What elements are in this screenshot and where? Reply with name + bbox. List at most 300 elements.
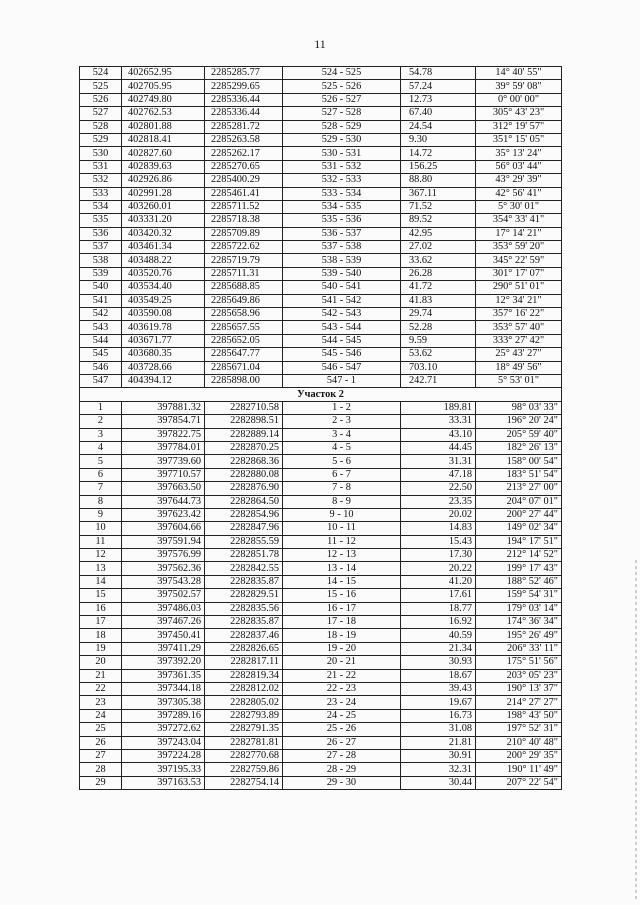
bearing-cell: 213° 27' 00" xyxy=(476,482,562,495)
distance-cell: 30.44 xyxy=(401,776,476,789)
bearing-cell: 188° 52' 46" xyxy=(476,575,562,588)
segment-cell: 12 - 13 xyxy=(283,549,401,562)
x-coordinate-cell: 403549.25 xyxy=(122,294,205,307)
y-coordinate-cell: 2285649.86 xyxy=(205,294,283,307)
x-coordinate-cell: 402926.86 xyxy=(122,174,205,187)
segment-cell: 17 - 18 xyxy=(283,616,401,629)
distance-cell: 17.30 xyxy=(401,549,476,562)
table-row xyxy=(80,241,562,254)
bearing-cell: 203° 05' 23" xyxy=(476,669,562,682)
distance-cell: 30.91 xyxy=(401,749,476,762)
x-coordinate-cell: 397450.41 xyxy=(122,629,205,642)
segment-cell: 11 - 12 xyxy=(283,535,401,548)
bearing-cell: 179° 03' 14" xyxy=(476,602,562,615)
distance-cell: 39.43 xyxy=(401,682,476,695)
segment-cell: 531 - 532 xyxy=(283,160,401,173)
point-number-cell: 17 xyxy=(80,616,122,629)
y-coordinate-cell: 2282759.86 xyxy=(205,763,283,776)
x-coordinate-cell: 402705.95 xyxy=(122,80,205,93)
segment-cell: 15 - 16 xyxy=(283,589,401,602)
distance-cell: 27.02 xyxy=(401,241,476,254)
segment-cell: 525 - 526 xyxy=(283,80,401,93)
segment-cell: 6 - 7 xyxy=(283,468,401,481)
y-coordinate-cell: 2282835.87 xyxy=(205,616,283,629)
y-coordinate-cell: 2285711.52 xyxy=(205,200,283,213)
segment-cell: 533 - 534 xyxy=(283,187,401,200)
bearing-cell: 197° 52' 31" xyxy=(476,723,562,736)
table-row xyxy=(80,401,562,414)
segment-cell: 20 - 21 xyxy=(283,656,401,669)
point-number-cell: 531 xyxy=(80,160,122,173)
distance-cell: 31.31 xyxy=(401,455,476,468)
distance-cell: 21.81 xyxy=(401,736,476,749)
table-row xyxy=(80,441,562,454)
segment-cell: 21 - 22 xyxy=(283,669,401,682)
y-coordinate-cell: 2285647.77 xyxy=(205,348,283,361)
segment-cell: 23 - 24 xyxy=(283,696,401,709)
x-coordinate-cell: 397822.75 xyxy=(122,428,205,441)
segment-cell: 19 - 20 xyxy=(283,642,401,655)
bearing-cell: 39° 59' 08" xyxy=(476,80,562,93)
y-coordinate-cell: 2282826.65 xyxy=(205,642,283,655)
x-coordinate-cell: 397591.94 xyxy=(122,535,205,548)
distance-cell: 88.80 xyxy=(401,174,476,187)
table-row xyxy=(80,348,562,361)
distance-cell: 43.10 xyxy=(401,428,476,441)
point-number-cell: 530 xyxy=(80,147,122,160)
x-coordinate-cell: 403520.76 xyxy=(122,267,205,280)
segment-cell: 538 - 539 xyxy=(283,254,401,267)
x-coordinate-cell: 403619.78 xyxy=(122,321,205,334)
segment-cell: 8 - 9 xyxy=(283,495,401,508)
bearing-cell: 182° 26' 13" xyxy=(476,441,562,454)
point-number-cell: 27 xyxy=(80,749,122,762)
y-coordinate-cell: 2282837.46 xyxy=(205,629,283,642)
distance-cell: 18.77 xyxy=(401,602,476,615)
coordinates-table xyxy=(79,66,562,790)
table-row xyxy=(80,508,562,521)
table-row xyxy=(80,415,562,428)
point-number-cell: 15 xyxy=(80,589,122,602)
y-coordinate-cell: 2285709.89 xyxy=(205,227,283,240)
bearing-cell: 12° 34' 21" xyxy=(476,294,562,307)
segment-cell: 535 - 536 xyxy=(283,214,401,227)
bearing-cell: 214° 27' 27" xyxy=(476,696,562,709)
segment-cell: 539 - 540 xyxy=(283,267,401,280)
segment-cell: 7 - 8 xyxy=(283,482,401,495)
x-coordinate-cell: 403534.40 xyxy=(122,281,205,294)
bearing-cell: 18° 49' 56" xyxy=(476,361,562,374)
segment-cell: 26 - 27 xyxy=(283,736,401,749)
y-coordinate-cell: 2282855.59 xyxy=(205,535,283,548)
x-coordinate-cell: 397467.26 xyxy=(122,616,205,629)
bearing-cell: 212° 14' 52" xyxy=(476,549,562,562)
bearing-cell: 196° 20' 24" xyxy=(476,415,562,428)
distance-cell: 47.18 xyxy=(401,468,476,481)
point-number-cell: 529 xyxy=(80,133,122,146)
point-number-cell: 540 xyxy=(80,281,122,294)
y-coordinate-cell: 2282889.14 xyxy=(205,428,283,441)
y-coordinate-cell: 2282754.14 xyxy=(205,776,283,789)
point-number-cell: 29 xyxy=(80,776,122,789)
bearing-cell: 190° 11' 49" xyxy=(476,763,562,776)
bearing-cell: 357° 16' 22" xyxy=(476,308,562,321)
segment-cell: 2 - 3 xyxy=(283,415,401,428)
point-number-cell: 8 xyxy=(80,495,122,508)
segment-cell: 546 - 547 xyxy=(283,361,401,374)
point-number-cell: 536 xyxy=(80,227,122,240)
bearing-cell: 353° 57' 40" xyxy=(476,321,562,334)
point-number-cell: 2 xyxy=(80,415,122,428)
point-number-cell: 539 xyxy=(80,267,122,280)
x-coordinate-cell: 403461.34 xyxy=(122,241,205,254)
segment-cell: 542 - 543 xyxy=(283,308,401,321)
table-row xyxy=(80,361,562,374)
bearing-cell: 199° 17' 43" xyxy=(476,562,562,575)
table-row xyxy=(80,147,562,160)
table-row xyxy=(80,696,562,709)
bearing-cell: 158° 00' 54" xyxy=(476,455,562,468)
point-number-cell: 545 xyxy=(80,348,122,361)
y-coordinate-cell: 2285898.00 xyxy=(205,374,283,387)
bearing-cell: 159° 54' 31" xyxy=(476,589,562,602)
table-row xyxy=(80,589,562,602)
table-row xyxy=(80,535,562,548)
segment-cell: 527 - 528 xyxy=(283,107,401,120)
table-row xyxy=(80,522,562,535)
x-coordinate-cell: 397854.71 xyxy=(122,415,205,428)
table-row xyxy=(80,669,562,682)
bearing-cell: 0° 00' 00" xyxy=(476,93,562,106)
point-number-cell: 18 xyxy=(80,629,122,642)
distance-cell: 54.78 xyxy=(401,67,476,80)
y-coordinate-cell: 2282876.90 xyxy=(205,482,283,495)
table-row xyxy=(80,763,562,776)
segment-cell: 537 - 538 xyxy=(283,241,401,254)
distance-cell: 20.22 xyxy=(401,562,476,575)
segment-cell: 22 - 23 xyxy=(283,682,401,695)
distance-cell: 44.45 xyxy=(401,441,476,454)
table-row xyxy=(80,709,562,722)
table-row xyxy=(80,482,562,495)
segment-cell: 532 - 533 xyxy=(283,174,401,187)
bearing-cell: 35° 13' 24" xyxy=(476,147,562,160)
table-row xyxy=(80,776,562,789)
x-coordinate-cell: 402762.53 xyxy=(122,107,205,120)
table-row xyxy=(80,214,562,227)
bearing-cell: 195° 26' 49" xyxy=(476,629,562,642)
distance-cell: 242.71 xyxy=(401,374,476,387)
segment-cell: 9 - 10 xyxy=(283,508,401,521)
page-number: 11 xyxy=(314,37,326,51)
x-coordinate-cell: 397305.38 xyxy=(122,696,205,709)
segment-cell: 16 - 17 xyxy=(283,602,401,615)
table-row xyxy=(80,107,562,120)
point-number-cell: 9 xyxy=(80,508,122,521)
distance-cell: 67.40 xyxy=(401,107,476,120)
y-coordinate-cell: 2282805.02 xyxy=(205,696,283,709)
bearing-cell: 354° 33' 41" xyxy=(476,214,562,227)
point-number-cell: 525 xyxy=(80,80,122,93)
x-coordinate-cell: 402652.95 xyxy=(122,67,205,80)
segment-cell: 24 - 25 xyxy=(283,709,401,722)
distance-cell: 29.74 xyxy=(401,308,476,321)
point-number-cell: 527 xyxy=(80,107,122,120)
distance-cell: 15.43 xyxy=(401,535,476,548)
segment-cell: 529 - 530 xyxy=(283,133,401,146)
table-row xyxy=(80,227,562,240)
distance-cell: 32.31 xyxy=(401,763,476,776)
point-number-cell: 547 xyxy=(80,374,122,387)
table-row xyxy=(80,133,562,146)
x-coordinate-cell: 403671.77 xyxy=(122,334,205,347)
segment-cell: 4 - 5 xyxy=(283,441,401,454)
distance-cell: 23.35 xyxy=(401,495,476,508)
segment-cell: 534 - 535 xyxy=(283,200,401,213)
bearing-cell: 204° 07' 01" xyxy=(476,495,562,508)
x-coordinate-cell: 397881.32 xyxy=(122,401,205,414)
table-row xyxy=(80,602,562,615)
x-coordinate-cell: 397224.28 xyxy=(122,749,205,762)
segment-cell: 29 - 30 xyxy=(283,776,401,789)
x-coordinate-cell: 397710.57 xyxy=(122,468,205,481)
point-number-cell: 541 xyxy=(80,294,122,307)
distance-cell: 189.81 xyxy=(401,401,476,414)
table-row xyxy=(80,321,562,334)
table-row xyxy=(80,120,562,133)
distance-cell: 41.20 xyxy=(401,575,476,588)
x-coordinate-cell: 402839.63 xyxy=(122,160,205,173)
table-row xyxy=(80,642,562,655)
distance-cell: 24.54 xyxy=(401,120,476,133)
bearing-cell: 14° 40' 55" xyxy=(476,67,562,80)
bearing-cell: 207° 22' 54" xyxy=(476,776,562,789)
x-coordinate-cell: 404394.12 xyxy=(122,374,205,387)
x-coordinate-cell: 402749.80 xyxy=(122,93,205,106)
y-coordinate-cell: 2285336.44 xyxy=(205,93,283,106)
distance-cell: 14.72 xyxy=(401,147,476,160)
segment-cell: 3 - 4 xyxy=(283,428,401,441)
x-coordinate-cell: 397163.53 xyxy=(122,776,205,789)
distance-cell: 21.34 xyxy=(401,642,476,655)
segment-cell: 545 - 546 xyxy=(283,348,401,361)
y-coordinate-cell: 2282868.36 xyxy=(205,455,283,468)
y-coordinate-cell: 2285281.72 xyxy=(205,120,283,133)
y-coordinate-cell: 2285711.31 xyxy=(205,267,283,280)
y-coordinate-cell: 2285461.41 xyxy=(205,187,283,200)
point-number-cell: 537 xyxy=(80,241,122,254)
table-row xyxy=(80,281,562,294)
distance-cell: 53.62 xyxy=(401,348,476,361)
y-coordinate-cell: 2285718.38 xyxy=(205,214,283,227)
segment-cell: 13 - 14 xyxy=(283,562,401,575)
point-number-cell: 526 xyxy=(80,93,122,106)
bearing-cell: 290° 51' 01" xyxy=(476,281,562,294)
bearing-cell: 43° 29' 39" xyxy=(476,174,562,187)
table-row xyxy=(80,749,562,762)
bearing-cell: 5° 30' 01" xyxy=(476,200,562,213)
x-coordinate-cell: 403331.20 xyxy=(122,214,205,227)
distance-cell: 703.10 xyxy=(401,361,476,374)
bearing-cell: 175° 51' 56" xyxy=(476,656,562,669)
point-number-cell: 12 xyxy=(80,549,122,562)
bearing-cell: 353° 59' 20" xyxy=(476,241,562,254)
bearing-cell: 5° 53' 01" xyxy=(476,374,562,387)
x-coordinate-cell: 402801.88 xyxy=(122,120,205,133)
point-number-cell: 542 xyxy=(80,308,122,321)
x-coordinate-cell: 397195.33 xyxy=(122,763,205,776)
segment-cell: 1 - 2 xyxy=(283,401,401,414)
segment-cell: 28 - 29 xyxy=(283,763,401,776)
x-coordinate-cell: 397392.20 xyxy=(122,656,205,669)
point-number-cell: 7 xyxy=(80,482,122,495)
bearing-cell: 206° 33' 11" xyxy=(476,642,562,655)
point-number-cell: 13 xyxy=(80,562,122,575)
x-coordinate-cell: 397272.62 xyxy=(122,723,205,736)
table-row xyxy=(80,308,562,321)
x-coordinate-cell: 397562.36 xyxy=(122,562,205,575)
table-row xyxy=(80,200,562,213)
point-number-cell: 532 xyxy=(80,174,122,187)
x-coordinate-cell: 397486.03 xyxy=(122,602,205,615)
segment-cell: 25 - 26 xyxy=(283,723,401,736)
x-coordinate-cell: 402827.60 xyxy=(122,147,205,160)
y-coordinate-cell: 2285657.55 xyxy=(205,321,283,334)
segment-cell: 526 - 527 xyxy=(283,93,401,106)
point-number-cell: 28 xyxy=(80,763,122,776)
x-coordinate-cell: 403260.01 xyxy=(122,200,205,213)
x-coordinate-cell: 397663.50 xyxy=(122,482,205,495)
segment-cell: 547 - 1 xyxy=(283,374,401,387)
y-coordinate-cell: 2285400.29 xyxy=(205,174,283,187)
bearing-cell: 210° 40' 48" xyxy=(476,736,562,749)
segment-cell: 27 - 28 xyxy=(283,749,401,762)
table-row xyxy=(80,93,562,106)
point-number-cell: 1 xyxy=(80,401,122,414)
point-number-cell: 4 xyxy=(80,441,122,454)
y-coordinate-cell: 2285270.65 xyxy=(205,160,283,173)
x-coordinate-cell: 403728.66 xyxy=(122,361,205,374)
x-coordinate-cell: 397289.16 xyxy=(122,709,205,722)
distance-cell: 16.92 xyxy=(401,616,476,629)
distance-cell: 9.30 xyxy=(401,133,476,146)
table-row xyxy=(80,67,562,80)
bearing-cell: 17° 14' 21" xyxy=(476,227,562,240)
table-row xyxy=(80,736,562,749)
point-number-cell: 538 xyxy=(80,254,122,267)
bearing-cell: 200° 27' 44" xyxy=(476,508,562,521)
table-row xyxy=(80,616,562,629)
point-number-cell: 22 xyxy=(80,682,122,695)
x-coordinate-cell: 403488.22 xyxy=(122,254,205,267)
segment-cell: 524 - 525 xyxy=(283,67,401,80)
table-row xyxy=(80,267,562,280)
x-coordinate-cell: 402991.28 xyxy=(122,187,205,200)
y-coordinate-cell: 2282864.50 xyxy=(205,495,283,508)
point-number-cell: 524 xyxy=(80,67,122,80)
segment-cell: 530 - 531 xyxy=(283,147,401,160)
distance-cell: 22.50 xyxy=(401,482,476,495)
y-coordinate-cell: 2285658.96 xyxy=(205,308,283,321)
x-coordinate-cell: 403420.32 xyxy=(122,227,205,240)
distance-cell: 40.59 xyxy=(401,629,476,642)
y-coordinate-cell: 2282819.34 xyxy=(205,669,283,682)
bearing-cell: 312° 19' 57" xyxy=(476,120,562,133)
x-coordinate-cell: 397644.73 xyxy=(122,495,205,508)
distance-cell: 41.83 xyxy=(401,294,476,307)
y-coordinate-cell: 2282898.51 xyxy=(205,415,283,428)
distance-cell: 14.83 xyxy=(401,522,476,535)
distance-cell: 31.08 xyxy=(401,723,476,736)
y-coordinate-cell: 2282842.55 xyxy=(205,562,283,575)
y-coordinate-cell: 2282835.56 xyxy=(205,602,283,615)
y-coordinate-cell: 2282770.68 xyxy=(205,749,283,762)
bearing-cell: 42° 56' 41" xyxy=(476,187,562,200)
x-coordinate-cell: 402818.41 xyxy=(122,133,205,146)
point-number-cell: 534 xyxy=(80,200,122,213)
table-row xyxy=(80,495,562,508)
bearing-cell: 351° 15' 05" xyxy=(476,133,562,146)
distance-cell: 16.73 xyxy=(401,709,476,722)
x-coordinate-cell: 397243.04 xyxy=(122,736,205,749)
table-row xyxy=(80,294,562,307)
bearing-cell: 98° 03' 33" xyxy=(476,401,562,414)
y-coordinate-cell: 2285719.79 xyxy=(205,254,283,267)
distance-cell: 9.59 xyxy=(401,334,476,347)
y-coordinate-cell: 2285671.04 xyxy=(205,361,283,374)
point-number-cell: 16 xyxy=(80,602,122,615)
point-number-cell: 535 xyxy=(80,214,122,227)
table-row xyxy=(80,629,562,642)
distance-cell: 17.61 xyxy=(401,589,476,602)
point-number-cell: 528 xyxy=(80,120,122,133)
table-row xyxy=(80,455,562,468)
x-coordinate-cell: 403680.35 xyxy=(122,348,205,361)
point-number-cell: 544 xyxy=(80,334,122,347)
segment-cell: 5 - 6 xyxy=(283,455,401,468)
distance-cell: 33.31 xyxy=(401,415,476,428)
bearing-cell: 333° 27' 42" xyxy=(476,334,562,347)
y-coordinate-cell: 2282791.35 xyxy=(205,723,283,736)
segment-cell: 544 - 545 xyxy=(283,334,401,347)
y-coordinate-cell: 2285285.77 xyxy=(205,67,283,80)
x-coordinate-cell: 397604.66 xyxy=(122,522,205,535)
distance-cell: 26.28 xyxy=(401,267,476,280)
bearing-cell: 345° 22' 59" xyxy=(476,254,562,267)
point-number-cell: 26 xyxy=(80,736,122,749)
point-number-cell: 24 xyxy=(80,709,122,722)
distance-cell: 156.25 xyxy=(401,160,476,173)
distance-cell: 20.02 xyxy=(401,508,476,521)
y-coordinate-cell: 2282817.11 xyxy=(205,656,283,669)
distance-cell: 18.67 xyxy=(401,669,476,682)
bearing-cell: 149° 02' 34" xyxy=(476,522,562,535)
point-number-cell: 14 xyxy=(80,575,122,588)
y-coordinate-cell: 2285299.65 xyxy=(205,80,283,93)
table-row xyxy=(80,374,562,387)
bearing-cell: 194° 17' 51" xyxy=(476,535,562,548)
x-coordinate-cell: 397576.99 xyxy=(122,549,205,562)
y-coordinate-cell: 2282793.89 xyxy=(205,709,283,722)
point-number-cell: 5 xyxy=(80,455,122,468)
y-coordinate-cell: 2285722.62 xyxy=(205,241,283,254)
table-row xyxy=(80,174,562,187)
segment-cell: 18 - 19 xyxy=(283,629,401,642)
table-row xyxy=(80,468,562,481)
bearing-cell: 200° 29' 35" xyxy=(476,749,562,762)
scan-edge-mark xyxy=(635,560,637,900)
segment-cell: 528 - 529 xyxy=(283,120,401,133)
